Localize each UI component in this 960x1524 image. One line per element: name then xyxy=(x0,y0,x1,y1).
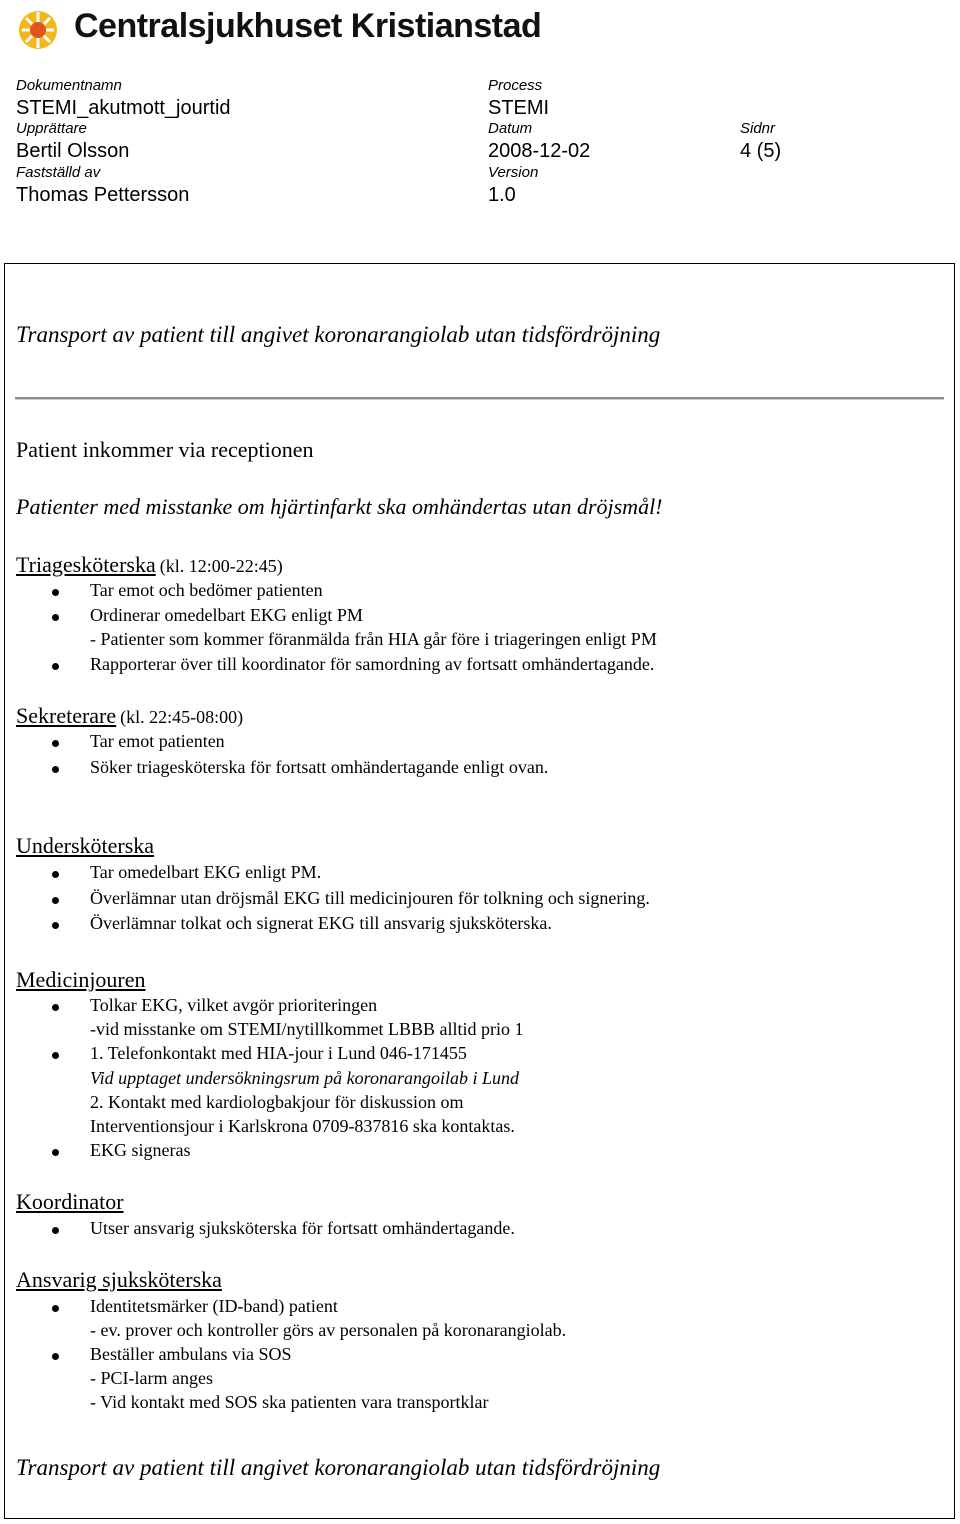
process-value: STEMI xyxy=(488,97,550,119)
coordinator-role: Koordinator xyxy=(16,1189,124,1214)
bullet-icon xyxy=(52,1052,59,1059)
bullet-icon xyxy=(52,663,59,670)
process-label: Process xyxy=(488,77,543,94)
logo-text: Centralsjukhuset Kristianstad xyxy=(74,7,542,45)
list-item: - ev. prover och kontroller görs av personalen på koronarangiolab. xyxy=(90,1320,567,1340)
bullet-icon xyxy=(52,897,59,904)
section-subheading: Patienter med misstanke om hjärtinfarkt ska omhändertas utan dröjsmål! xyxy=(16,494,663,519)
top-title: Transport av patient till angivet koronarangiolab utan tidsfördröjning xyxy=(16,322,661,347)
list-item: - Patienter som kommer föranmälda från HIA går före i triageringen enligt PM xyxy=(90,629,657,649)
process-field xyxy=(488,77,549,121)
list-item: Söker triagesköterska för fortsatt omhändertagande enligt ovan. xyxy=(90,757,549,777)
list-item: - Vid kontakt med SOS ska patienten vara transportklar xyxy=(90,1392,489,1412)
list-item: Vid upptaget undersökningsrum på koronarangoilab i Lund xyxy=(90,1068,519,1088)
page-number-field xyxy=(740,120,781,164)
approved-by-field xyxy=(16,164,189,208)
version-value: 1.0 xyxy=(488,184,516,206)
list-item: - PCI-larm anges xyxy=(90,1368,213,1388)
section-heading: Patient inkommer via receptionen xyxy=(16,437,314,462)
physician-role: Medicinjouren xyxy=(16,967,146,992)
doc-name-field xyxy=(16,77,231,121)
list-item: -vid misstanke om STEMI/nytillkommet LBBB alltid prio 1 xyxy=(90,1019,524,1039)
page-number-label: Sidnr xyxy=(740,120,776,137)
secretary-role-heading xyxy=(16,703,243,729)
divider xyxy=(15,397,944,400)
nurse-assistant-role: Undersköterska xyxy=(16,833,155,858)
bullet-icon xyxy=(52,1149,59,1156)
author-label: Upprättare xyxy=(16,120,87,137)
list-item: Ordinerar omedelbart EKG enligt PM xyxy=(90,605,363,625)
list-item: Överlämnar utan dröjsmål EKG till medicinjouren för tolkning och signering. xyxy=(90,888,650,908)
list-item: Tar emot och bedömer patienten xyxy=(90,580,323,600)
triage-time: (kl. 12:00-22:45) xyxy=(159,556,283,576)
secretary-time: (kl. 22:45-08:00) xyxy=(120,707,244,727)
list-item: Utser ansvarig sjuksköterska för fortsatt omhändertagande. xyxy=(90,1218,515,1238)
secretary-role: Sekreterare xyxy=(16,703,117,728)
date-field xyxy=(488,120,590,164)
list-item: Identitetsmärker (ID-band) patient xyxy=(90,1296,338,1316)
bullet-icon xyxy=(52,589,59,596)
bullet-icon xyxy=(52,1227,59,1234)
approved-by-label: Fastställd av xyxy=(16,164,101,181)
list-item: Överlämnar tolkat och signerat EKG till ansvarig sjuksköterska. xyxy=(90,913,552,933)
list-item: 1. Telefonkontakt med HIA-jour i Lund 046-171455 xyxy=(90,1043,467,1063)
date-value: 2008-12-02 xyxy=(488,140,591,162)
list-item: Rapporterar över till koordinator för samordning av fortsatt omhändertagande. xyxy=(90,654,655,674)
triage-role-heading xyxy=(16,552,283,578)
bullet-icon xyxy=(52,1353,59,1360)
sun-icon xyxy=(14,2,62,50)
page-number-value: 4 (5) xyxy=(740,140,782,162)
list-item: Tar omedelbart EKG enligt PM. xyxy=(90,862,322,882)
list-item: Tolkar EKG, vilket avgör prioriteringen xyxy=(90,995,378,1015)
author-field xyxy=(16,120,129,164)
list-item: 2. Kontakt med kardiologbakjour för diskussion om xyxy=(90,1092,464,1112)
bullet-icon xyxy=(52,1004,59,1011)
approved-by-value: Thomas Pettersson xyxy=(16,184,190,206)
list-item: Interventionsjour i Karlskrona 0709-837816 ska kontaktas. xyxy=(90,1116,515,1136)
date-label: Datum xyxy=(488,120,533,137)
doc-name-value: STEMI_akutmott_jourtid xyxy=(16,97,231,119)
hospital-logo xyxy=(14,2,541,50)
list-item: Tar emot patienten xyxy=(90,731,225,751)
author-value: Bertil Olsson xyxy=(16,140,130,162)
bottom-title: Transport av patient till angivet koronarangiolab utan tidsfördröjning xyxy=(16,1455,661,1480)
bullet-icon xyxy=(52,740,59,747)
bullet-icon xyxy=(52,766,59,773)
list-item: Beställer ambulans via SOS xyxy=(90,1344,292,1364)
bullet-icon xyxy=(52,614,59,621)
doc-name-label: Dokumentnamn xyxy=(16,77,122,94)
list-item: EKG signeras xyxy=(90,1140,191,1160)
bullet-icon xyxy=(52,922,59,929)
version-label: Version xyxy=(488,164,539,181)
triage-role: Triagesköterska xyxy=(16,552,156,577)
responsible-nurse-role: Ansvarig sjuksköterska xyxy=(16,1267,222,1292)
bullet-icon xyxy=(52,871,59,878)
bullet-icon xyxy=(52,1305,59,1312)
version-field xyxy=(488,164,538,208)
